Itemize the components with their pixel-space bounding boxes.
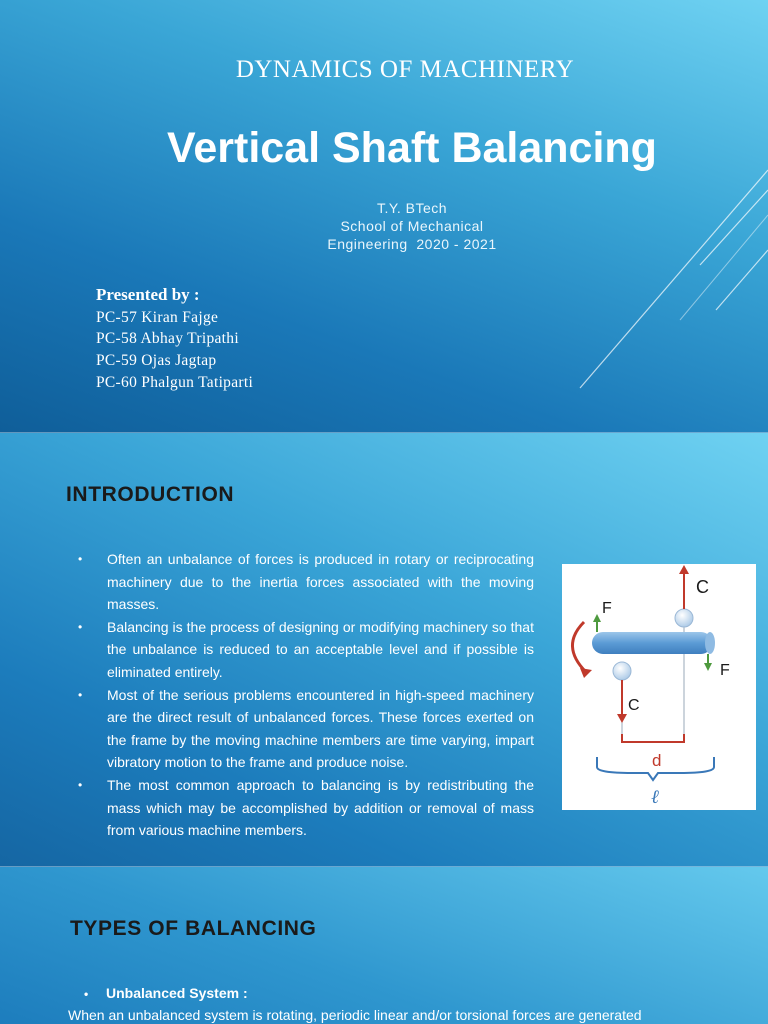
types-slide	[0, 867, 768, 1024]
bullet-label: Unbalanced System :	[106, 985, 248, 1001]
cover-slide	[0, 0, 768, 433]
label-d: d	[652, 751, 662, 770]
bullet-icon: •	[84, 987, 89, 1001]
bullet-text: Often an unbalance of forces is produced in rotary or reciprocating machinery due to the inertia forces associated with the moving masses.	[107, 551, 534, 613]
presenter-1: PC-57 Kiran Fajge	[96, 309, 219, 326]
bullet-text: Balancing is the process of designing or modifying machinery so that the unbalance is reduced to an acceptable level and if possible is eliminated entirely.	[107, 618, 534, 680]
bullet-text: Most of the serious problems encountered in high-speed machinery are the direct result of unbalanced forces. These forces exerted on the frame by the moving machine members are time varying, impart vibratory motion to the frame and produce noise.	[107, 686, 534, 771]
label-c-top: C	[696, 577, 709, 597]
presenter-4: PC-60 Phalgun Tatiparti	[96, 374, 254, 391]
label-f-right: F	[720, 662, 730, 679]
course-title: DYNAMICS OF MACHINERY	[235, 56, 575, 83]
list-item	[78, 548, 534, 616]
label-l: ℓ	[651, 787, 659, 808]
introduction-slide	[0, 433, 768, 867]
presenter-2: PC-58 Abhay Tripathi	[96, 330, 239, 347]
slide-title: Vertical Shaft Balancing	[167, 124, 657, 172]
list-item	[78, 774, 534, 842]
shaft-diagram	[562, 564, 756, 810]
label-f-left: F	[602, 600, 612, 617]
paragraph: When an unbalanced system is rotating, periodic linear and/or torsional forces are generated	[68, 1007, 642, 1023]
bullet-icon: •	[78, 552, 83, 566]
presenter-3: PC-59 Ojas Jagtap	[96, 352, 217, 369]
presented-by-label: Presented by :	[96, 285, 200, 304]
shaft-diagram-svg	[562, 564, 756, 810]
section-heading: TYPES OF BALANCING	[70, 917, 317, 940]
shaft	[592, 632, 712, 654]
mass-top	[675, 609, 693, 627]
subtitle-line-2: School of Mechanical	[340, 218, 484, 234]
section-heading: INTRODUCTION	[66, 483, 235, 506]
bullet-icon: •	[78, 619, 83, 634]
mass-bottom	[613, 662, 631, 680]
list-item	[84, 985, 248, 1001]
bullet-text: The most common approach to balancing is by redistributing the mass which may be accomplished by addition or removal of mass from various machine members.	[107, 776, 534, 839]
bullet-icon: •	[78, 777, 83, 792]
subtitle-line-1: T.Y. BTech	[376, 200, 448, 216]
list-item	[78, 616, 534, 684]
bullet-list	[78, 548, 534, 842]
bullet-icon: •	[78, 687, 83, 702]
subtitle-line-3: Engineering 2020 - 2021	[327, 236, 497, 252]
label-c-bottom: C	[628, 697, 640, 714]
brace-d	[622, 734, 684, 742]
list-item	[78, 684, 534, 774]
